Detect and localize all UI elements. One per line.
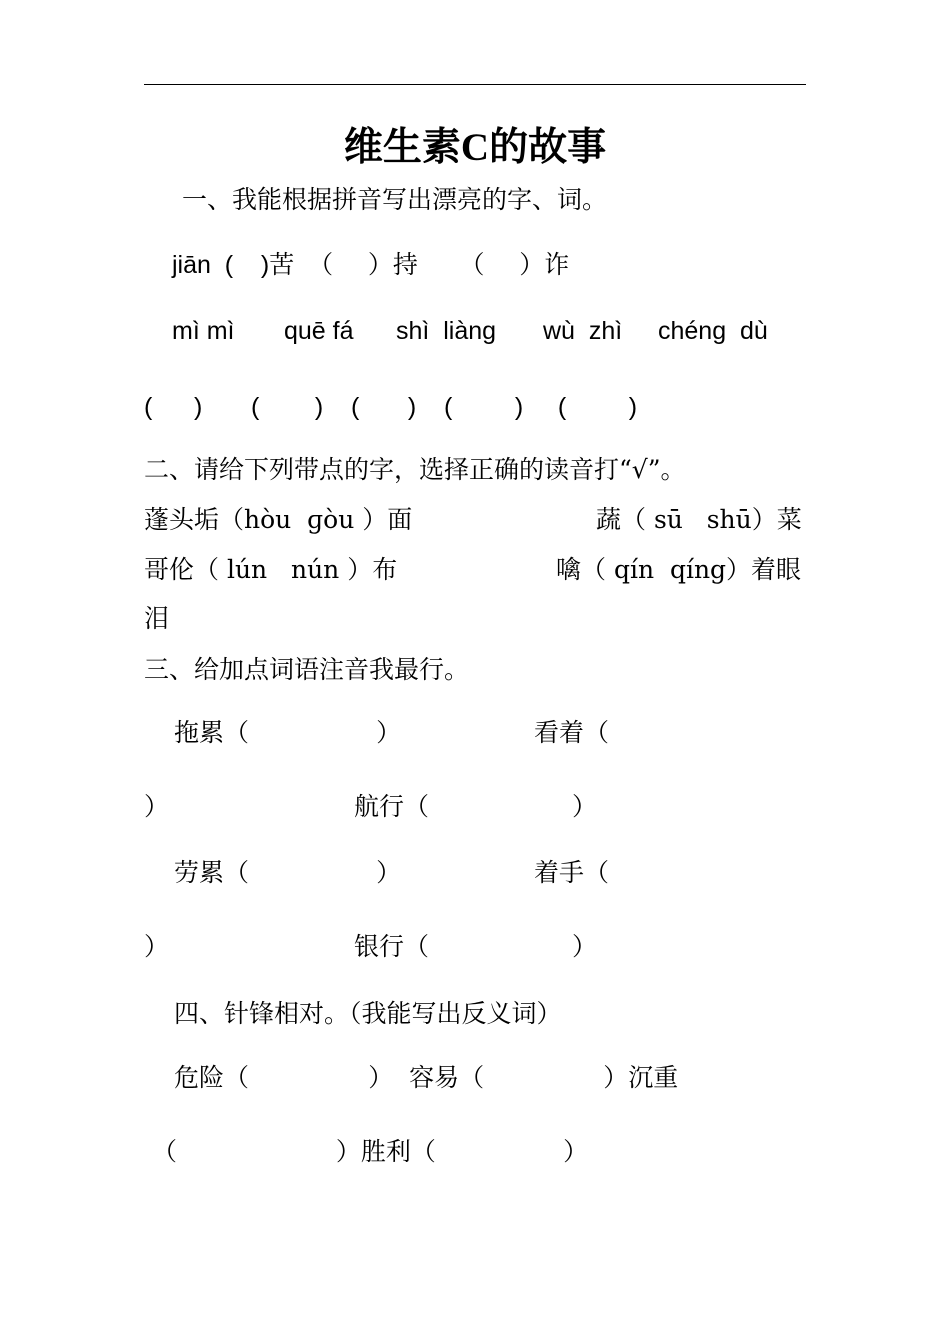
pinyin-3: shì liàng	[396, 317, 497, 345]
section2-row1-left: 蓬头垢（hòu ɡòu ）面	[144, 505, 413, 534]
section2-row3: 泪	[144, 604, 170, 633]
answer-blanks: ( ) ( ) ( ) ( ) ( )	[144, 393, 638, 421]
pinyin-5: chéng dù	[658, 317, 768, 345]
pinyin-1: mì mì	[172, 317, 235, 345]
section1-heading: 一、我能根据拼音写出漂亮的字、词。	[182, 185, 608, 214]
section3-row1-right: 看着（	[534, 718, 610, 747]
pinyin-4: wù zhì	[543, 317, 623, 345]
section2-heading: 二、请给下列带点的字，选择正确的读音打“√”。	[144, 455, 686, 484]
section3-row2-right: 航行（ ）	[354, 792, 598, 821]
section3-row3-right: 着手（	[534, 858, 610, 887]
section3-row1-left: 拖累（ ）	[174, 718, 402, 747]
section3-row4-right: 银行（ ）	[354, 932, 598, 961]
page-title: 维生素C的故事	[343, 126, 607, 169]
header-rule	[144, 84, 806, 85]
section3-row3-left: 劳累（ ）	[174, 858, 402, 887]
section3-row4-left: ）	[144, 932, 170, 961]
section2-row2-right: 噙（ qín qíng）着眼	[556, 555, 802, 584]
section1-line1: jiān ( )苦 （ ）持 （ ）诈	[172, 251, 570, 279]
section3-heading: 三、给加点词语注音我最行。	[144, 655, 470, 684]
pinyin-2: quē fá	[284, 317, 354, 345]
section2-row1-right: 蔬（ sū shū）菜	[596, 505, 802, 534]
section4-row2: （ ）胜利（ ）	[152, 1137, 589, 1166]
section3-row2-left: ）	[144, 792, 170, 821]
section2-row2-left: 哥伦（ lún nún ）布	[144, 555, 398, 584]
section4-heading: 四、针锋相对。（我能写出反义词）	[174, 999, 562, 1028]
section4-row1: 危险（ ） 容易（ ）沉重	[174, 1063, 679, 1092]
